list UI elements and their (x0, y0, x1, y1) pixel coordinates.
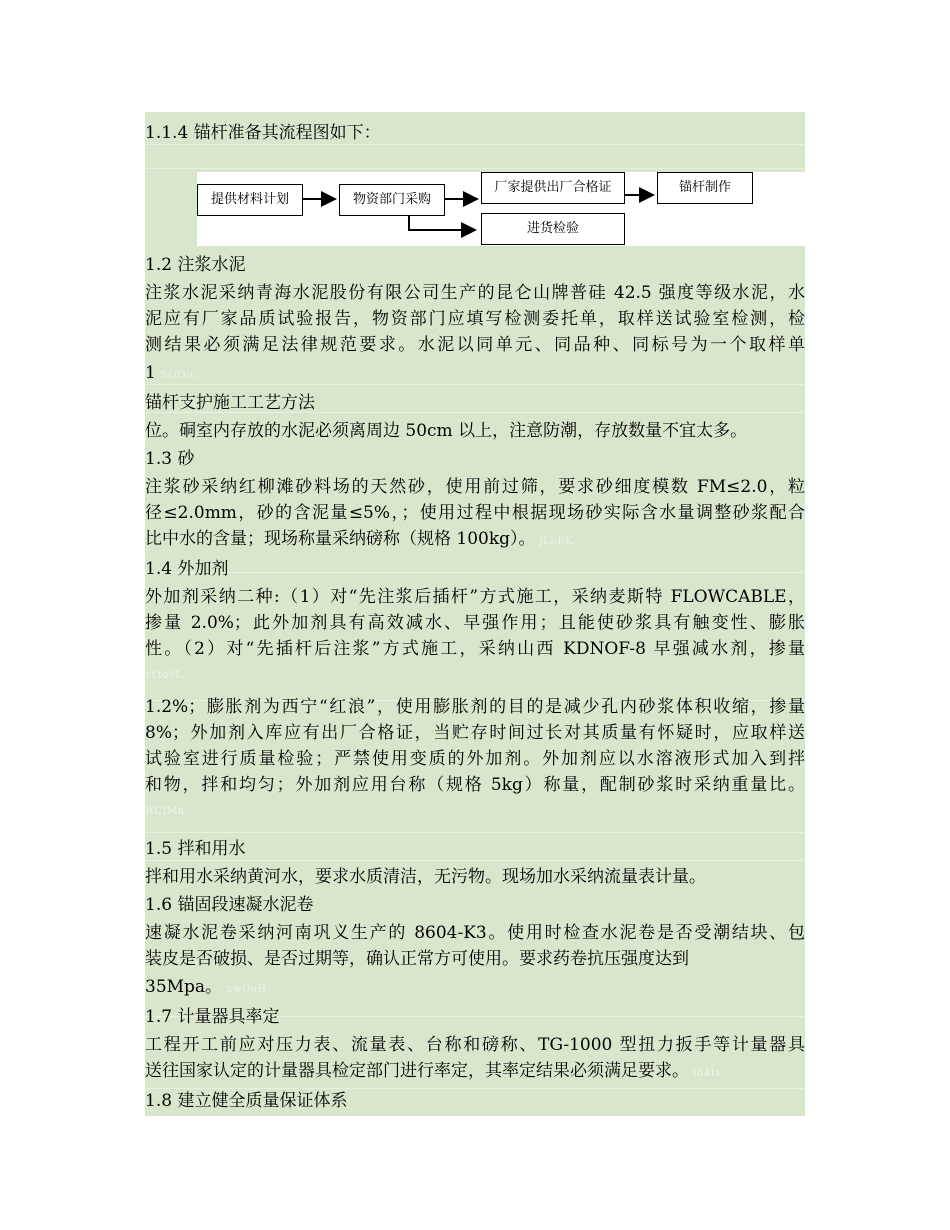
watermark-code: SxfOo。 (159, 370, 204, 381)
paragraph-line: 位。硐室内存放的水泥必须离周边 50cm 以上，注意防潮，存放数量不宜太多。 (145, 421, 748, 441)
section-heading-1-6: 1.6 锚固段速凝水泥卷 (145, 895, 314, 915)
paragraph-line: 拌和用水采纳黄河水，要求水质清洁，无污物。现场加水采纳流量表计量。 (145, 867, 706, 887)
flowchart (197, 172, 805, 246)
section-heading-1-8: 1.8 建立健全质量保证体系 (145, 1091, 348, 1111)
paragraph-text: 35Mpa。 (145, 977, 223, 997)
paragraph-text: 比中水的含量；现场称量采纳磅称（规格 100kg）。 (145, 529, 536, 549)
paragraph-line: 装皮是否破损、是否过期等，确认正常方可使用。要求药卷抗压强度达到 (145, 949, 689, 969)
watermark-code: nwOoH。 (226, 984, 278, 995)
flow-box-material-plan: 提供材料计划 (197, 184, 303, 216)
section-heading-1-4: 1.4 外加剂 (145, 559, 229, 579)
paragraph-line: 和物，拌和均匀；外加剂应用台称（规格 5kg）称量，配制砂浆时采纳重量比。 (145, 775, 805, 795)
watermark-code: lb4Ix。 (693, 1068, 732, 1079)
paragraph-line (145, 974, 805, 1003)
watermark-code: jLbBK。 (539, 536, 584, 547)
flow-box-certificate: 厂家提供出厂合格证 (481, 172, 625, 204)
document-page (145, 112, 805, 1116)
flow-box-incoming-inspection: 进货检验 (481, 213, 625, 245)
paragraph-text: 送往国家认定的计量器具检定部门进行率定，其率定结果必须满足要求。 (145, 1061, 689, 1081)
paragraph-line (145, 360, 805, 389)
section-heading-1-5: 1.5 拌和用水 (145, 839, 246, 859)
paragraph-line: 注浆砂采纳红柳滩砂料场的天然砂，使用前过筛，要求砂细度模数 FM≤2.0，粒 (145, 477, 805, 497)
watermark-code: HCIMn。 (145, 806, 196, 817)
paragraph-line: 外加剂采纳二种:（1）对“先注浆后插杆”方式施工，采纳麦斯特 FLOWCABLE， (145, 587, 805, 607)
paragraph-line: 泥应有厂家品质试验报告，物资部门应填写检测委托单，取样送试验室检测，检 (145, 309, 805, 329)
page-title: 锚杆支护施工工艺方法 (145, 393, 315, 413)
paragraph-text: 1 (145, 363, 156, 383)
paragraph-line: 试验室进行质量检验；严禁使用变质的外加剂。外加剂应以水溶液形式加入到拌 (145, 749, 805, 769)
paragraph-line: 8%；外加剂入库应有出厂合格证，当贮存时间过长对其质量有怀疑时，应取样送 (145, 723, 805, 743)
section-heading-1-3: 1.3 砂 (145, 449, 195, 469)
watermark-code: zYtoM。 (145, 670, 191, 681)
paragraph-line: 速凝水泥卷采纳河南巩义生产的 8604-K3。使用时检查水泥卷是否受潮结块、包 (145, 923, 805, 943)
paragraph-line: 1.2%；膨胀剂为西宁“红浪”，使用膨胀剂的目的是减少孔内砂浆体积收缩，掺量 (145, 697, 805, 717)
paragraph-line (145, 526, 805, 555)
watermark-line (145, 802, 805, 822)
section-heading-1-1-4: 1.1.4 锚杆准备其流程图如下： (145, 123, 381, 143)
paragraph-line (145, 1058, 805, 1087)
paragraph-line: 测结果必须满足法律规范要求。水泥以同单元、同品种、同标号为一个取样单 (145, 335, 805, 355)
flow-box-anchor-fabrication: 锚杆制作 (657, 172, 753, 204)
paragraph-line: 性。（2）对“先插杆后注浆”方式施工，采纳山西 KDNOF-8 早强减水剂，掺量 (145, 639, 805, 659)
paragraph-line: 掺量 2.0%；此外加剂具有高效减水、早强作用；且能使砂浆具有触变性、膨胀 (145, 613, 805, 633)
paragraph-line: 工程开工前应对压力表、流量表、台称和磅称、TG-1000 型扭力扳手等计量器具 (145, 1035, 805, 1055)
section-heading-1-7: 1.7 计量器具率定 (145, 1007, 280, 1027)
paragraph-line: 注浆水泥采纳青海水泥股份有限公司生产的昆仑山牌普硅 42.5 强度等级水泥，水 (145, 283, 805, 303)
flow-box-procurement: 物资部门采购 (339, 184, 445, 216)
paragraph-line: 径≤2.0mm，砂的含泥量≤5%，；使用过程中根据现场砂实际含水量调整砂浆配合 (145, 503, 805, 523)
section-heading-1-2: 1.2 注浆水泥 (145, 255, 246, 275)
watermark-line (145, 666, 805, 686)
